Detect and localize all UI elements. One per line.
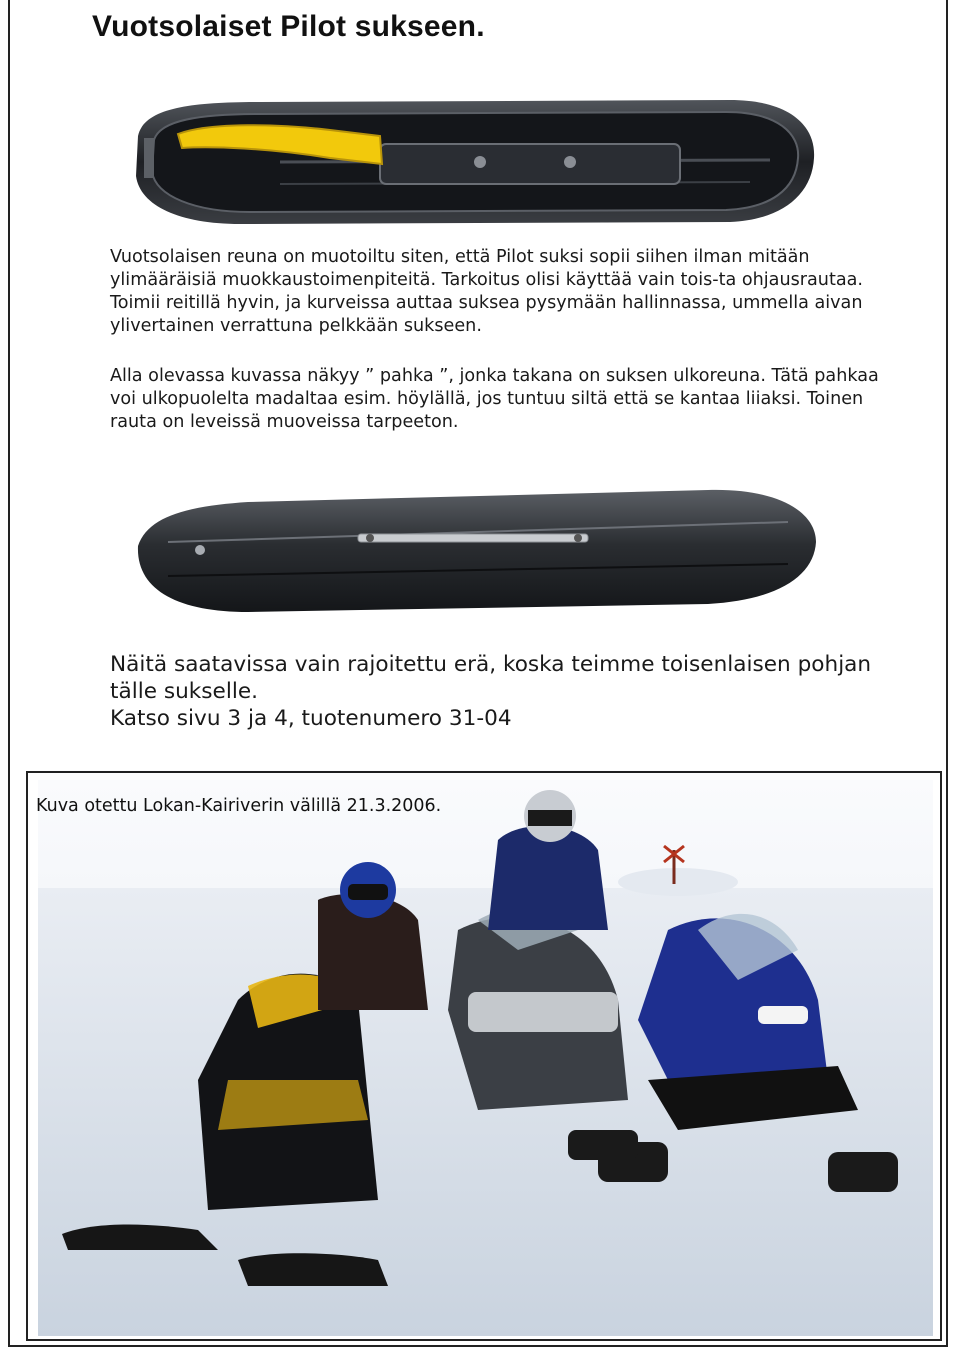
ski-bottom-photo [128, 472, 824, 622]
product-reference: Katso sivu 3 ja 4, tuotenumero 31-04 [110, 706, 512, 731]
photo-caption: Kuva otettu Lokan-Kairiverin välillä 21.3.2006. [36, 796, 442, 816]
page-title: Vuotsolaiset Pilot sukseen. [92, 10, 485, 43]
ski-top-photo [130, 96, 820, 228]
snowmobiles-photo [38, 780, 933, 1336]
bump-paragraph: Alla olevassa kuvassa näkyy ” pahka ”, jonka takana on suksen ulkoreuna. Tätä pahkaa voi ulkopuolelta madaltaa esim. höylällä, jos tuntuu siltä että se kantaa liiaksi. Toinen rauta on leveissä muoveissa tarpeeton. [110, 366, 879, 432]
availability-line: Näitä saatavissa vain rajoitettu erä, koska teimme toisenlaisen pohjan tälle sukselle. [110, 652, 872, 704]
availability-notice [110, 651, 910, 732]
intro-paragraph: Vuotsolaisen reuna on muotoiltu siten, että Pilot suksi sopii siihen ilman mitään ylimääräisiä muokkaustoimenpiteitä. Tarkoitus olisi käyttää vain tois-ta ohjausrautaa. Toimii reitillä hyvin, ja kurveissa auttaa suksea pysymään hallinnassa, ummella aivan ylivertainen verrattuna pelkkään sukseen. [110, 247, 863, 336]
